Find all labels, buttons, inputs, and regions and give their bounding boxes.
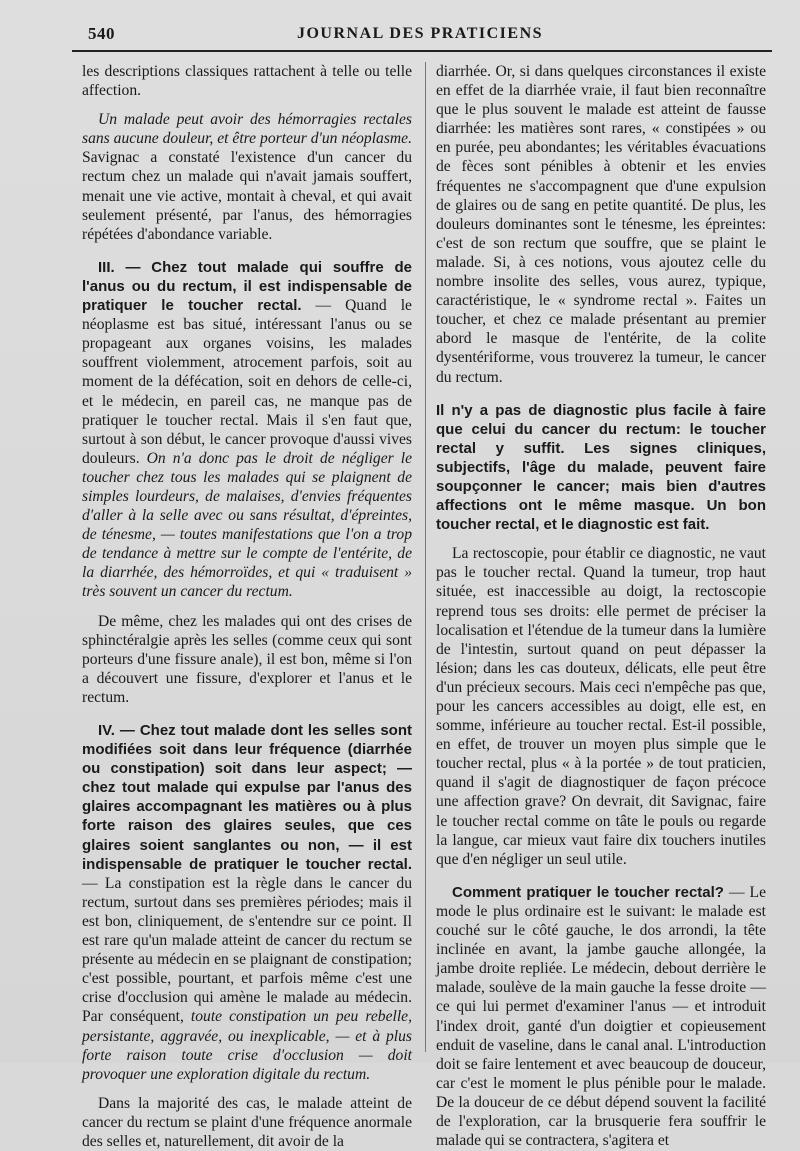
right-column (436, 62, 766, 1150)
column-divider (425, 62, 426, 1052)
section-heading: Comment pratiquer le toucher rectal? (452, 883, 724, 901)
section-iii (82, 258, 412, 602)
body-text: — Quand le néoplasme est bas situé, intéressant l'anus ou se propageant aux organes voisins, les malades souffrent violemment, atrocement parfois, soit au moment de la défécation, soit en dehors de celle-ci, et le médecin, en pareil cas, ne manque pas de pratiquer le toucher rectal. Mais il s'en faut que, surtout à son début, le cancer provoque d'aussi vives douleurs. (82, 297, 412, 467)
paragraph: Dans la majorité des cas, le malade atteint de cancer du rectum se plaint d'une fréquence anormale des selles et, naturellement, dit avoir de la (82, 1094, 412, 1150)
paragraph: les descriptions classiques rattachent à telle ou telle affection. (82, 63, 412, 100)
paragraph: La rectoscopie, pour établir ce diagnostic, ne vaut pas le toucher rectal. Quand la tumeur, trop haut située, est inaccessible au doigt, la rectoscopie reprend tous ses droits: elle permet de préciser la localisation et l'étendue de la tumeur dans la lumière de l'intestin, surtout quand on peut dépasser la lésion; dans les cas douteux, délicats, elle peut être d'un précieux secours. Mais ceci n'empêche pas que, pour les cancers accessibles au doigt, elle est, en somme, inférieure au toucher rectal. Est-il possible, en effet, de trouver un moyen plus simple que le toucher rectal, plus « à la portée » de tout praticien, quand il s'agit de diagnostiquer de façon précoce une affection grave? On devrait, dit Savignac, faire le toucher rectal comme on tâte le pouls ou regarde la langue, car mieux vaut faire dix touchers inutiles que d'en négliger un seul utile. (436, 545, 766, 868)
italic-text: Un malade peut avoir des hémorragies rectales sans aucune douleur, et être porteur d'un néoplasme. (82, 111, 412, 148)
journal-title: JOURNAL DES PRATICIENS (296, 25, 544, 42)
body-text: Savignac a constaté l'existence d'un cancer du rectum chez un malade qui n'avait jamais souffert, menait une vie active, montait à cheval, et qui avait seulement présenté, par l'anus, des hémorragies répétées d'abondance variable. (82, 149, 412, 243)
body-text: — Le mode le plus ordinaire est le suivant: le malade est couché sur le côté gauche, le dos arrondi, la tête inclinée en avant, la jambe gauche allongée, la jambe droite repliée. Le médecin, debout derrière le malade, soulève de la main gauche la fesse droite — ce qui lui permet d'examiner l'anus — et introduit l'index droit, ganté d'un doigtier et copieusement enduit de vaseline, dans le canal anal. L'introduction doit se faire lentement et avec beaucoup de douceur, car c'est le moment le plus pénible pour le malade. De la douceur de ce début dépend souvent la facilité de l'exploration, car la brusquerie fera souffrir le malade qui se contractera, s'agitera et (436, 883, 766, 1150)
section-iv (82, 721, 412, 1084)
section-technique (436, 883, 766, 1150)
paragraph: diarrhée. Or, si dans quelques circonstances il existe en effet de la diarrhée vraie, il faut bien reconnaître que le plus souvent le malade est atteint de fausse diarrhée: les matières sont rares, « constipées » ou en purée, peu abondantes; les véritables évacuations de fèces sont pénibles à obtenir et les envies fréquentes ne s'accompagnent que d'une expulsion de glaires ou de sang en petite quantité. De plus, les douleurs dominantes sont le ténesme, les épreintes: c'est de son rectum que souffre, que se plaint le malade. Si, à ces notions, vous ajoutez celle du nombre insolite des selles, vous aurez, typique, caractéristique, le « syndrome rectal ». Faites un toucher, et chez ce malade présentant au premier abord le masque de l'entérite, de la colite dysentériforme, vous trouverez la tumeur, le cancer du rectum. (436, 63, 766, 386)
section-heading: III. — Chez tout malade qui souffre de l'anus ou du rectum, il est indispensable de pratiquer le toucher rectal. (82, 258, 412, 315)
section-heading: IV. — Chez tout malade dont les selles sont modifiées soit dans leur fréquence (diarrhée ou constipation) soit dans leur aspect; — chez tout malade qui expulse par l'anus des glaires accompagnant les matières ou à plus forte raison des glaires seules, que ces glaires soient sanglantes ou non, — il est indispensable de pratiquer le toucher rectal. (82, 722, 412, 873)
header-rule (72, 50, 772, 52)
page-number: 540 (88, 24, 115, 43)
italic-text: toute constipation un peu rebelle, persistante, aggravée, ou inexplicable, — et à plus forte raison toute crise d'occlusion — doit provoquer une exploration digitale du rectum. (82, 1008, 412, 1083)
paragraph (82, 110, 412, 244)
italic-text: On n'a donc pas le droit de négliger le toucher chez tous les malades qui se plaignent de simples lourdeurs, de malaises, d'envies fréquentes d'aller à la selle avec ou sans résultat, d'épreintes, de ténesme, — toutes manifestations que l'on a trop de tendance à mettre sur le compte de l'entérite, de la diarrhée, des hémorroïdes, et qui « traduisent » très souvent un cancer du rectum. (82, 449, 412, 601)
left-column (82, 62, 412, 1150)
diagnostic-statement (436, 401, 766, 535)
page-header (70, 22, 770, 48)
paragraph: De même, chez les malades qui ont des crises de sphinctéralgie après les selles (comme ceux qui sont porteurs d'une fissure anale), il est bon, même si l'on a découvert une fissure, d'explorer et l'anus et le rectum. (82, 612, 412, 706)
body-text: — La constipation est la règle dans le cancer du rectum, surtout dans ses premières périodes; mais il est bon, cliniquement, de s'entendre sur ce point. Il est rare qu'un malade atteint de cancer du rectum se présente au médecin en se plaignant de constipation; c'est possible, pourtant, et parfois même c'est une crise d'occlusion qui amène le malade au médecin. Par conséquent, (82, 874, 412, 1026)
bold-statement: Il n'y a pas de diagnostic plus facile à faire que celui du cancer du rectum: le toucher rectal y suffit. Les signes cliniques, subjectifs, l'âge du malade, peuvent faire soupçonner le cancer; mais bien d'autres affections ont le même masque. Un bon toucher rectal, et le diagnostic est fait. (436, 401, 766, 534)
